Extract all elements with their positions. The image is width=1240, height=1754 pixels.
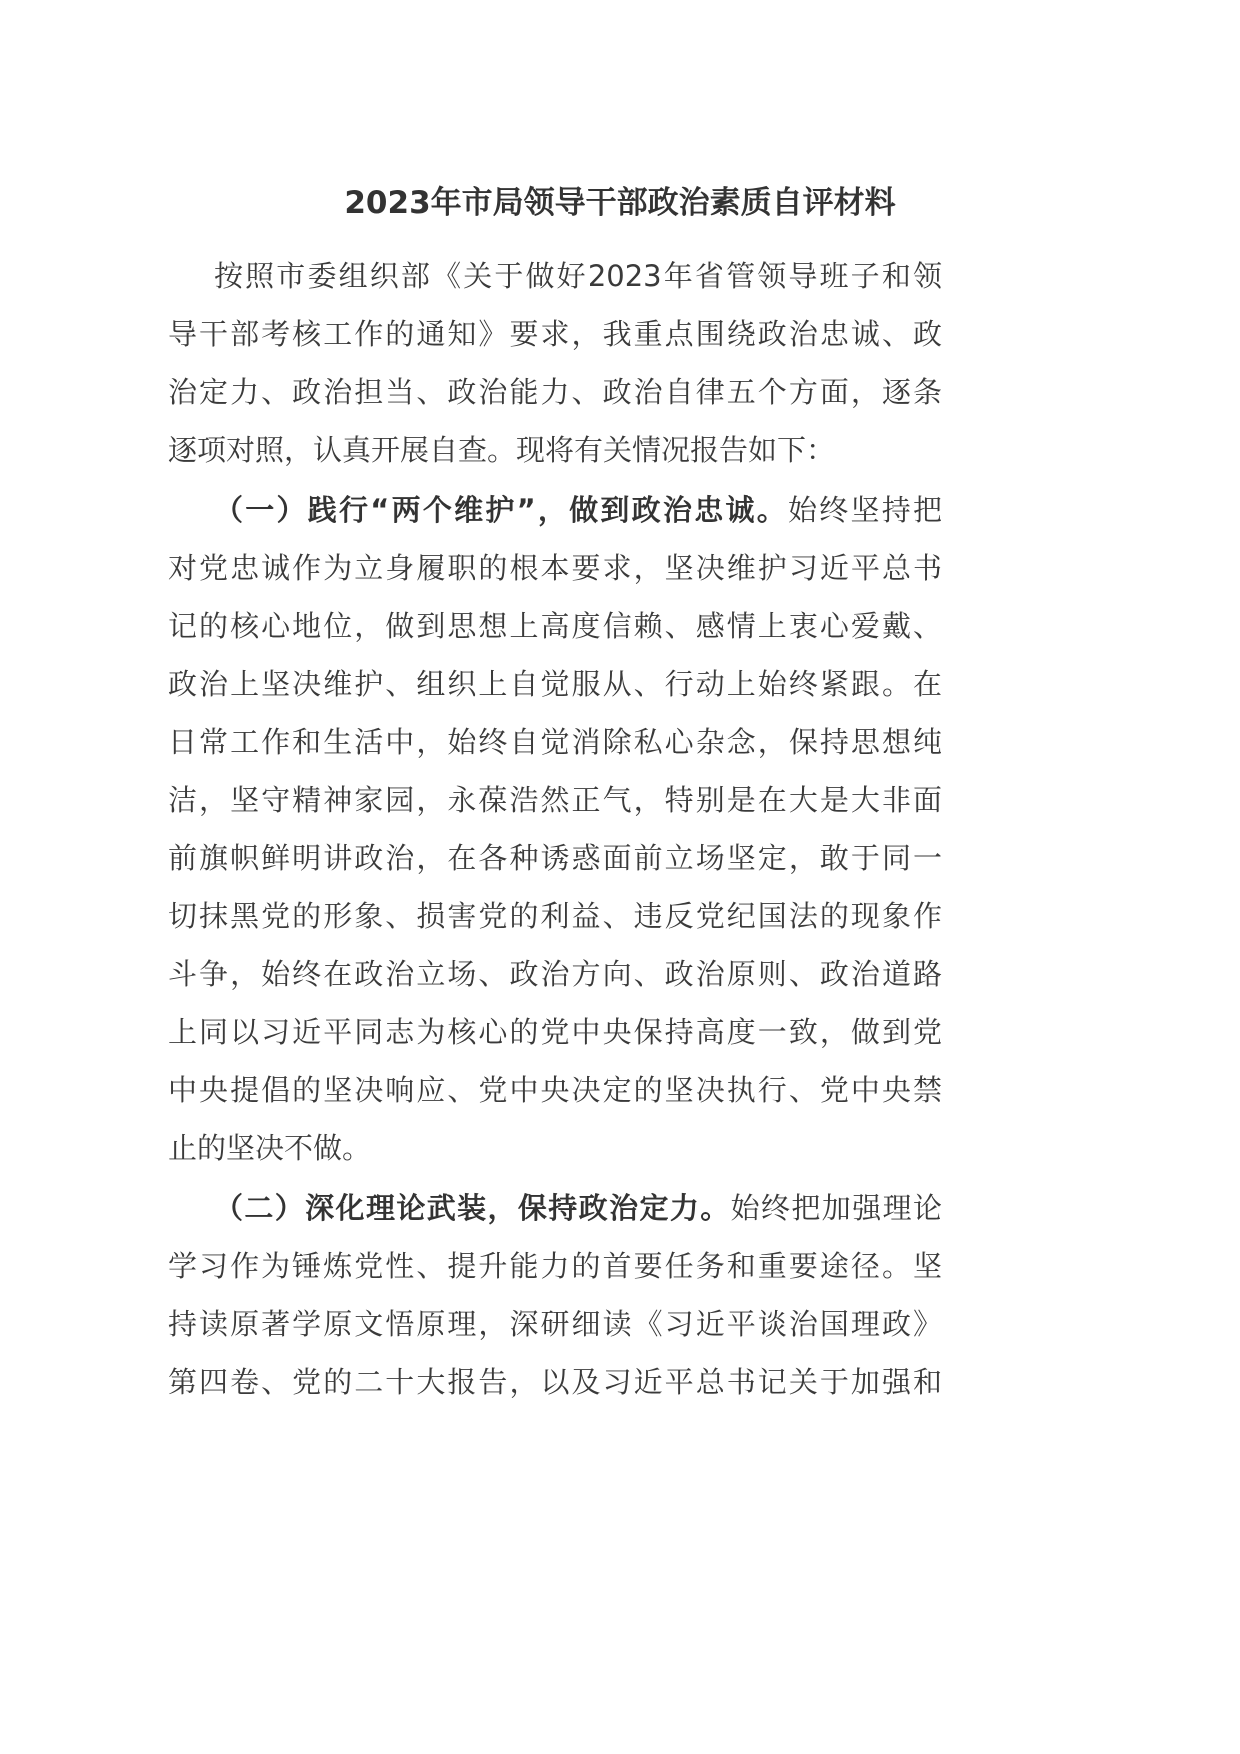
text-line: [168, 539, 942, 597]
line-text: 记的核心地位，做到思想上高度信赖、感情上衷心爱戴、: [168, 609, 942, 643]
text-line: [168, 1003, 942, 1061]
text-line: [168, 655, 942, 713]
line-text: 对党忠诚作为立身履职的根本要求，坚决维护习近平总书: [168, 551, 942, 585]
line-text: 日常工作和生活中，始终自觉消除私心杂念，保持思想纯: [168, 725, 942, 759]
text-line: [168, 363, 942, 421]
text-line: [168, 713, 942, 771]
text-line: [168, 481, 942, 539]
section-heading: （一）践行“两个维护”，做到政治忠诚。: [214, 493, 788, 527]
text-line: [168, 1295, 942, 1353]
text-line: [168, 1353, 942, 1411]
line-text: 逐项对照，认真开展自查。现将有关情况报告如下：: [168, 433, 836, 467]
text-line: [168, 829, 942, 887]
line-text: 切抹黑党的形象、损害党的利益、违反党纪国法的现象作: [168, 899, 942, 933]
line-text: 持读原著学原文悟原理，深研细读《习近平谈治国理政》: [168, 1307, 942, 1341]
paragraph: [168, 247, 942, 479]
line-text: 始终把加强理论: [730, 1191, 942, 1225]
text-line: [168, 247, 942, 305]
line-text: 上同以习近平同志为核心的党中央保持高度一致，做到党: [168, 1015, 942, 1049]
line-text: 斗争，始终在政治立场、政治方向、政治原则、政治道路: [168, 957, 942, 991]
line-text: 中央提倡的坚决响应、党中央决定的坚决执行、党中央禁: [168, 1073, 942, 1107]
text-line: [168, 1237, 942, 1295]
text-line: [168, 887, 942, 945]
text-line: [168, 945, 942, 1003]
line-text: 按照市委组织部《关于做好2023年省管领导班子和领: [214, 259, 942, 293]
line-text: 导干部考核工作的通知》要求，我重点围绕政治忠诚、政: [168, 317, 942, 351]
text-line: [168, 1119, 942, 1177]
line-text: 第四卷、党的二十大报告，以及习近平总书记关于加强和: [168, 1365, 942, 1399]
line-text: 治定力、政治担当、政治能力、政治自律五个方面，逐条: [168, 375, 942, 409]
text-line: [168, 597, 942, 655]
line-text: 止的坚决不做。: [168, 1131, 372, 1165]
paragraph: [168, 481, 942, 1177]
text-line: [168, 771, 942, 829]
line-text: 始终坚持把: [787, 493, 942, 527]
section-heading: （二）深化理论武装，保持政治定力。: [214, 1191, 731, 1225]
text-line: [168, 1179, 942, 1237]
text-line: [168, 1061, 942, 1119]
line-text: 政治上坚决维护、组织上自觉服从、行动上始终紧跟。在: [168, 667, 942, 701]
paragraph: [168, 1179, 942, 1411]
line-text: 学习作为锤炼党性、提升能力的首要任务和重要途径。坚: [168, 1249, 942, 1283]
line-text: 前旗帜鲜明讲政治，在各种诱惑面前立场坚定，敢于同一: [168, 841, 942, 875]
document-title: 2023年市局领导干部政治素质自评材料: [344, 185, 896, 221]
document-body: [168, 247, 942, 1413]
line-text: 洁，坚守精神家园，永葆浩然正气，特别是在大是大非面: [168, 783, 942, 817]
text-line: [168, 421, 942, 479]
text-line: [168, 305, 942, 363]
